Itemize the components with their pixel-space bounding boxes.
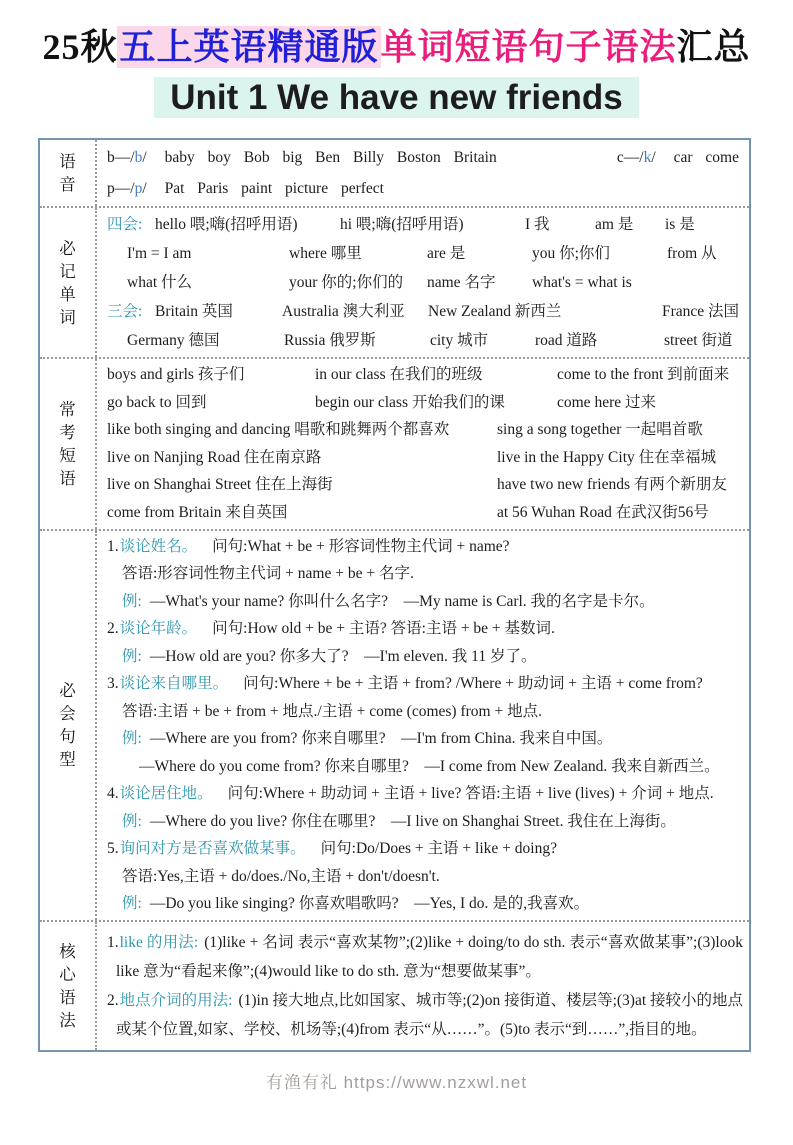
phonetic-pre: p—/ (107, 180, 135, 197)
phrase-item: live on Shanghai Street 住在上海街 (107, 476, 333, 494)
pattern-question: 问句:Where + 助动词 + 主语 + live? 答语:主语 + live (lives) + 介词 + 地点. (227, 785, 714, 803)
pattern-topic: 谈论姓名。 (119, 537, 198, 555)
phonetic-post: / (142, 180, 147, 197)
phrase-item: live on Nanjing Road 住在南京路 (107, 448, 322, 466)
summary-table (38, 138, 751, 1052)
section-grammar (40, 920, 749, 1050)
title-part-summary: 汇总 (676, 27, 751, 67)
phonics-line-2 (107, 173, 743, 204)
phrase-row (107, 389, 743, 417)
phrase-item: come from Britain 来自英国 (107, 503, 288, 521)
vocab-cell: I 我 (525, 216, 550, 233)
phrase-row (107, 471, 743, 499)
phonics-line-1 (107, 142, 743, 173)
pattern-topic: 谈论年龄。 (119, 620, 198, 638)
unit-title (0, 76, 793, 120)
example-tag: 例: (122, 812, 142, 830)
pattern-number: 5. (107, 840, 119, 858)
vocab-row (107, 268, 743, 297)
page-title (0, 24, 793, 70)
phrase-row (107, 361, 743, 389)
pattern-question: 问句:What + be + 形容词性物主代词 + name? (212, 537, 510, 555)
vocab-cell: from 从 (667, 245, 717, 262)
section-patterns-content (97, 531, 749, 920)
example-tag: 例: (122, 592, 142, 610)
example-text: —How old are you? 你多大了? —I'm eleven. 我 11 岁了。 (149, 647, 537, 665)
phonetic-letter: p (134, 180, 143, 197)
grammar-item (107, 986, 743, 1044)
section-phonics (40, 140, 749, 206)
phrase-item: in our class 在我们的班级 (315, 366, 483, 383)
pattern-example-line (107, 643, 743, 671)
vocab-cell: Britain 英国 (155, 303, 233, 320)
vocab-row (107, 210, 743, 239)
phrase-row (107, 444, 743, 472)
phrase-item: have two new friends 有两个新朋友 (497, 476, 727, 494)
phonetic-letter: b (134, 149, 143, 166)
pattern-question-line (107, 533, 743, 561)
section-phrases (40, 357, 749, 529)
section-grammar-content (97, 922, 749, 1050)
section-phonics-label: 语音 (59, 152, 76, 194)
pattern-question-line (107, 780, 743, 808)
pattern-example-line (107, 588, 743, 616)
vocab-cell: hello 喂;嗨(招呼用语) (155, 216, 298, 233)
vocab-cell: hi 喂;嗨(招呼用语) (340, 216, 464, 233)
phrase-row (107, 416, 743, 444)
vocab-cell: your 你的;你们的 (289, 274, 404, 291)
pattern-answer-line: 答语:主语 + be + from + 地点./主语 + come (comes) from + 地点. (122, 702, 542, 720)
section-grammar-label-cell (40, 922, 97, 1050)
section-patterns-label-cell (40, 531, 97, 920)
section-patterns (40, 529, 749, 920)
pattern-question: 问句:Do/Does + 主语 + like + doing? (320, 840, 557, 858)
pattern-example-line (107, 725, 743, 753)
phrase-item: come here 过来 (557, 393, 656, 411)
pattern-question-line (107, 615, 743, 643)
title-part-term: 25秋 (42, 27, 118, 67)
example-tag: 例: (122, 730, 142, 748)
vocab-cell: Germany 德国 (127, 332, 220, 349)
phonetic-letter: k (643, 149, 652, 166)
section-phonics-label-cell (40, 140, 97, 206)
grammar-item (107, 928, 743, 986)
pattern-answer-line: 答语:形容词性物主代词 + name + be + 名字. (122, 565, 414, 583)
section-phrases-label: 常考短语 (59, 399, 76, 488)
pattern-number: 2. (107, 620, 119, 638)
vocab-row (107, 297, 743, 326)
pattern-topic: 谈论来自哪里。 (119, 675, 229, 693)
vocab-row (107, 239, 743, 268)
section-vocab-label-cell (40, 208, 97, 357)
pattern-question-line (107, 670, 743, 698)
pattern-topic: 谈论居住地。 (119, 785, 213, 803)
vocab-row (107, 326, 743, 355)
pattern-number: 1. (107, 537, 119, 555)
vocab-cell: city 城市 (430, 332, 489, 349)
vocab-cell: New Zealand 新西兰 (428, 303, 562, 320)
example-text: —What's your name? 你叫什么名字? —My name is Carl. 我的名字是卡尔。 (149, 592, 655, 610)
vocab-cell: France 法国 (662, 303, 740, 320)
pattern-example-line (107, 890, 743, 918)
example-text: —Do you like singing? 你喜欢唱歌吗? —Yes, I do. 是的,我喜欢。 (149, 895, 590, 913)
section-grammar-label: 核心语法 (59, 941, 76, 1030)
vocab-cell: name 名字 (427, 274, 496, 291)
phrase-item: go back to 回到 (107, 393, 207, 411)
example-tag: 例: (122, 895, 142, 913)
phrase-item: sing a song together 一起唱首歌 (497, 421, 703, 439)
example-text: —Where do you live? 你住在哪里? —I live on Shanghai Street. 我住在上海街。 (149, 812, 676, 830)
grammar-text: (1)in 接大地点,比如国家、城市等;(2)on 接街道、楼层等;(3)at 接较小的地点或某个位置,如家、学校、机场等;(4)from 表示“从……”。(5)to 表示“到……”,指目的地。 (116, 991, 744, 1038)
grammar-topic: like 的用法: (119, 933, 199, 951)
pattern-number: 4. (107, 785, 119, 803)
section-patterns-label: 必会句型 (59, 681, 76, 770)
example-tag: 例: (122, 647, 142, 665)
pattern-topic: 询问对方是否喜欢做某事。 (119, 840, 306, 858)
grammar-number: 1. (107, 933, 119, 951)
vocab-cell: is 是 (665, 216, 695, 233)
phrase-item: begin our class 开始我们的课 (315, 393, 505, 411)
section-vocab-label: 必记单词 (59, 238, 76, 327)
grammar-text: (1)like + 名词 表示“喜欢某物”;(2)like + doing/to do sth. 表示“喜欢做某事”;(3)look like 意为“看起来像”;(4)would like to do sth. 意为“想要做某事”。 (116, 933, 743, 980)
vocab-cell: you 你;你们 (532, 245, 610, 262)
phrase-item: like both singing and dancing 唱歌和跳舞两个都喜欢 (107, 421, 450, 439)
grammar-number: 2. (107, 991, 119, 1009)
section-vocab (40, 206, 749, 357)
footer-watermark: 有渔有礼 https://www.nzxwl.net (265, 1072, 528, 1092)
phonetic-rule-c (617, 142, 656, 173)
example-text: —Where are you from? 你来自哪里? —I'm from China. 我来自中国。 (149, 730, 613, 748)
phonetic-post: / (651, 149, 656, 166)
section-phonics-content (97, 140, 749, 206)
section-phrases-label-cell (40, 359, 97, 529)
pattern-example-line: —Where do you come from? 你来自哪里? —I come from New Zealand. 我来自新西兰。 (139, 757, 720, 775)
unit-title-text: Unit 1 We have new friends (154, 77, 639, 118)
phrase-item: at 56 Wuhan Road 在武汉街56号 (497, 503, 709, 521)
vocab-cell: road 道路 (535, 332, 598, 349)
phonetic-pre: b—/ (107, 149, 135, 166)
pattern-number: 3. (107, 675, 119, 693)
vocab-cell: am 是 (595, 216, 634, 233)
vocab-level-tag: 三会: (107, 303, 143, 320)
vocab-cell: are 是 (427, 245, 466, 262)
pattern-example-line (107, 808, 743, 836)
phrase-row (107, 499, 743, 527)
vocab-cell: where 哪里 (289, 245, 362, 262)
phrase-item: live in the Happy City 住在幸福城 (497, 448, 717, 466)
pattern-question: 问句:Where + be + 主语 + from? /Where + 助动词 + 主语 + come from? (243, 675, 703, 693)
vocab-cell: Australia 澳大利亚 (282, 303, 405, 320)
title-part-topics: 单词短语句子语法 (380, 27, 677, 67)
phonetic-words-p: Pat Paris paint picture perfect (164, 180, 384, 197)
phonetic-words-b: baby boy Bob big Ben Billy Boston Britain (164, 149, 497, 166)
grammar-topic: 地点介词的用法: (119, 991, 233, 1009)
vocab-cell: I'm = I am (127, 245, 192, 262)
vocab-cell: street 街道 (664, 332, 733, 349)
section-phrases-content (97, 359, 749, 529)
phonetic-rule-b (107, 142, 147, 173)
phrase-item: come to the front 到前面来 (557, 366, 730, 383)
pattern-question-line (107, 835, 743, 863)
title-part-edition: 五上英语精通版 (119, 27, 379, 67)
pattern-answer-line: 答语:Yes,主语 + do/does./No,主语 + don't/doesn't. (122, 867, 440, 885)
vocab-level-tag: 四会: (107, 216, 143, 233)
phonetic-rule-p (107, 173, 147, 204)
phonetic-post: / (142, 149, 147, 166)
vocab-cell: Russia 俄罗斯 (284, 332, 376, 349)
vocab-cell: what 什么 (127, 274, 193, 291)
section-vocab-content (97, 208, 749, 357)
phrase-item: boys and girls 孩子们 (107, 366, 245, 383)
pattern-question: 问句:How old + be + 主语? 答语:主语 + be + 基数词. (212, 620, 555, 638)
vocab-cell: what's = what is (532, 274, 632, 291)
phonetic-pre: c—/ (616, 149, 644, 166)
phonetic-words-c: car come (673, 149, 739, 166)
